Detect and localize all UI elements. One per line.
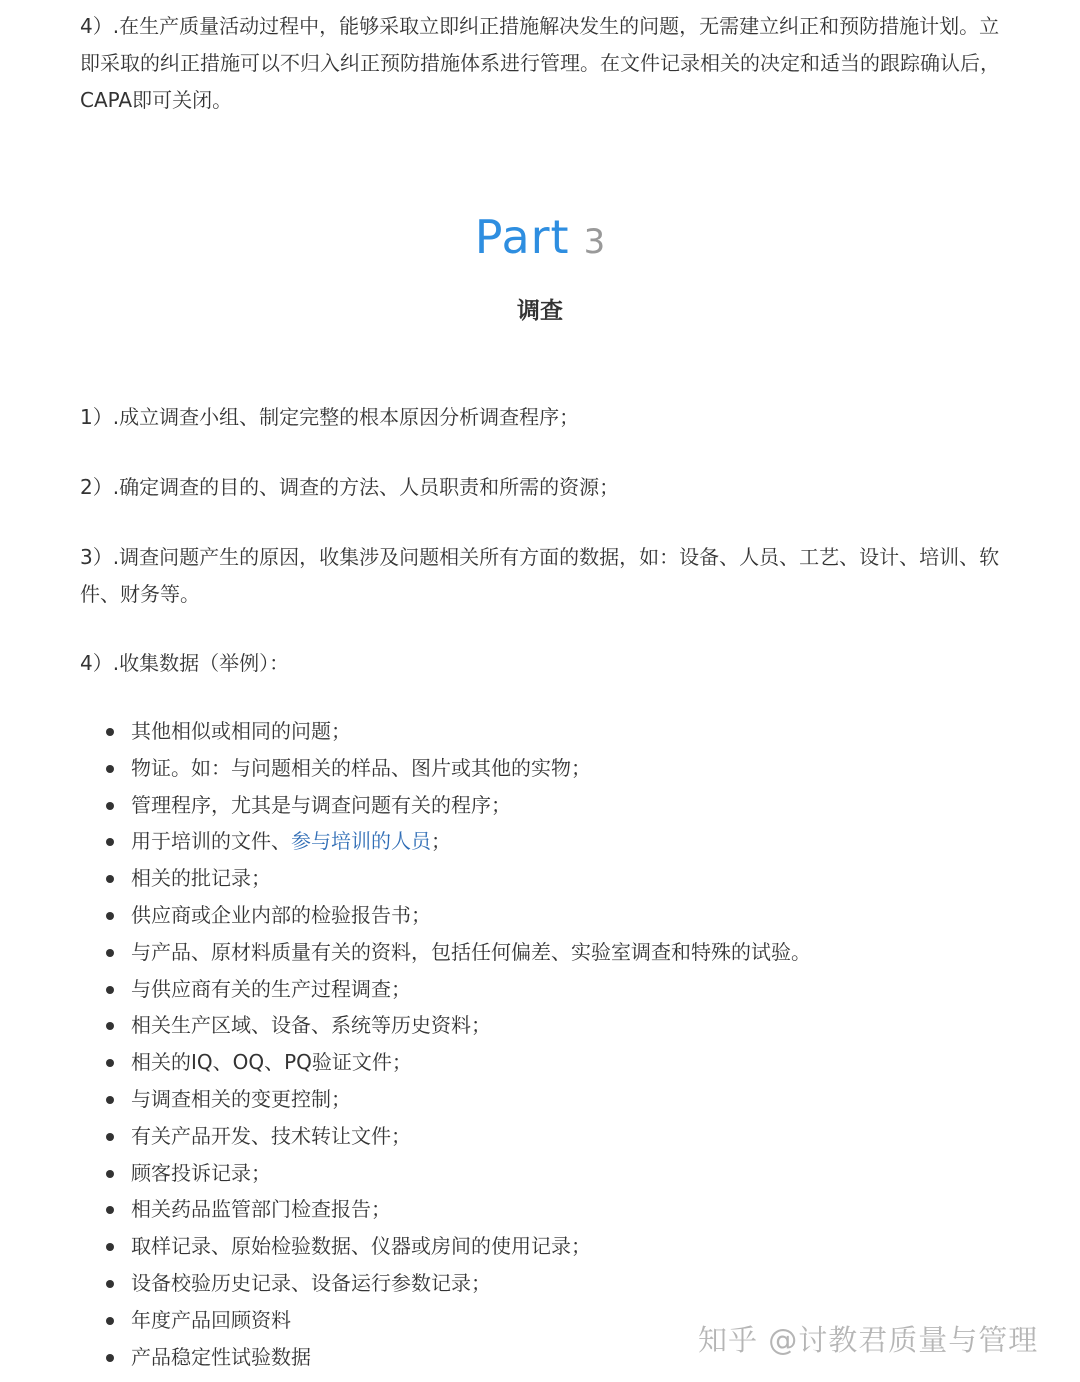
bullet-icon xyxy=(106,1096,114,1104)
section-title: 调查 xyxy=(517,298,563,324)
bullet-icon xyxy=(106,1317,114,1325)
bullet-icon xyxy=(106,1022,114,1030)
bullet-icon xyxy=(106,838,114,846)
part-number: 3 xyxy=(583,222,606,262)
list-item: 年度产品回顾资料 xyxy=(0,1302,1080,1339)
list-item: 用于培训的文件、参与培训的人员； xyxy=(0,823,1080,860)
list-item: 物证。如：与问题相关的样品、图片或其他的实物； xyxy=(0,750,1080,787)
bullet-icon xyxy=(106,1243,114,1251)
zhihu-watermark: 知乎 @讨教君质量与管理 xyxy=(698,1323,1039,1357)
step-4: 4）.收集数据（举例）： xyxy=(80,651,290,675)
bullet-icon xyxy=(106,986,114,994)
list-item: 产品稳定性试验数据 xyxy=(0,1339,1080,1376)
bullet-icon xyxy=(106,765,114,773)
bullet-icon xyxy=(106,728,114,736)
bullet-icon xyxy=(106,949,114,957)
list-item: 与调查相关的变更控制； xyxy=(0,1081,1080,1118)
step-3: 3）.调查问题产生的原因，收集涉及问题相关所有方面的数据，如：设备、人员、工艺、设计、培训、软件、财务等。 xyxy=(80,545,1000,606)
bullet-icon xyxy=(106,875,114,883)
step-1: 1）.成立调查小组、制定完整的根本原因分析调查程序； xyxy=(80,405,580,429)
list-item: 相关的IQ、OQ、PQ验证文件； xyxy=(0,1044,1080,1081)
list-item: 相关的批记录； xyxy=(0,860,1080,897)
list-item: 相关药品监管部门检查报告； xyxy=(0,1191,1080,1228)
bullet-icon xyxy=(106,912,114,920)
list-item: 与产品、原材料质量有关的资料，包括任何偏差、实验室调查和特殊的试验。 xyxy=(0,934,1080,971)
list-item: 有关产品开发、技术转让文件； xyxy=(0,1118,1080,1155)
bullet-icon xyxy=(106,1354,114,1362)
list-item: 与供应商有关的生产过程调查； xyxy=(0,971,1080,1008)
list-item: 其他相似或相同的问题； xyxy=(0,713,1080,750)
step-2: 2）.确定调查的目的、调查的方法、人员职责和所需的资源； xyxy=(80,475,620,499)
bullet-icon xyxy=(106,1059,114,1067)
list-item: 供应商或企业内部的检验报告书； xyxy=(0,897,1080,934)
training-personnel-link[interactable]: 参与培训的人员 xyxy=(291,829,431,854)
part-heading xyxy=(0,210,1080,264)
list-item: 取样记录、原始检验数据、仪器或房间的使用记录； xyxy=(0,1228,1080,1265)
part-label: Part xyxy=(474,210,570,264)
bullet-icon xyxy=(106,1133,114,1141)
list-item: 管理程序，尤其是与调查问题有关的程序； xyxy=(0,787,1080,824)
bullet-icon xyxy=(106,1170,114,1178)
list-item: 设备校验历史记录、设备运行参数记录； xyxy=(0,1265,1080,1302)
list-item: 顾客投诉记录； xyxy=(0,1155,1080,1192)
paragraph-corrective-action: 4）.在生产质量活动过程中，能够采取立即纠正措施解决发生的问题，无需建立纠正和预防措施计划。立即采取的纠正措施可以不归入纠正预防措施体系进行管理。在文件记录相关的决定和适当的跟踪确认后，CAPA即可关闭。 xyxy=(80,14,1000,112)
data-collection-list xyxy=(0,713,1080,1375)
list-item: 相关生产区域、设备、系统等历史资料； xyxy=(0,1007,1080,1044)
bullet-icon xyxy=(106,1280,114,1288)
bullet-icon xyxy=(106,1206,114,1214)
bullet-icon xyxy=(106,802,114,810)
